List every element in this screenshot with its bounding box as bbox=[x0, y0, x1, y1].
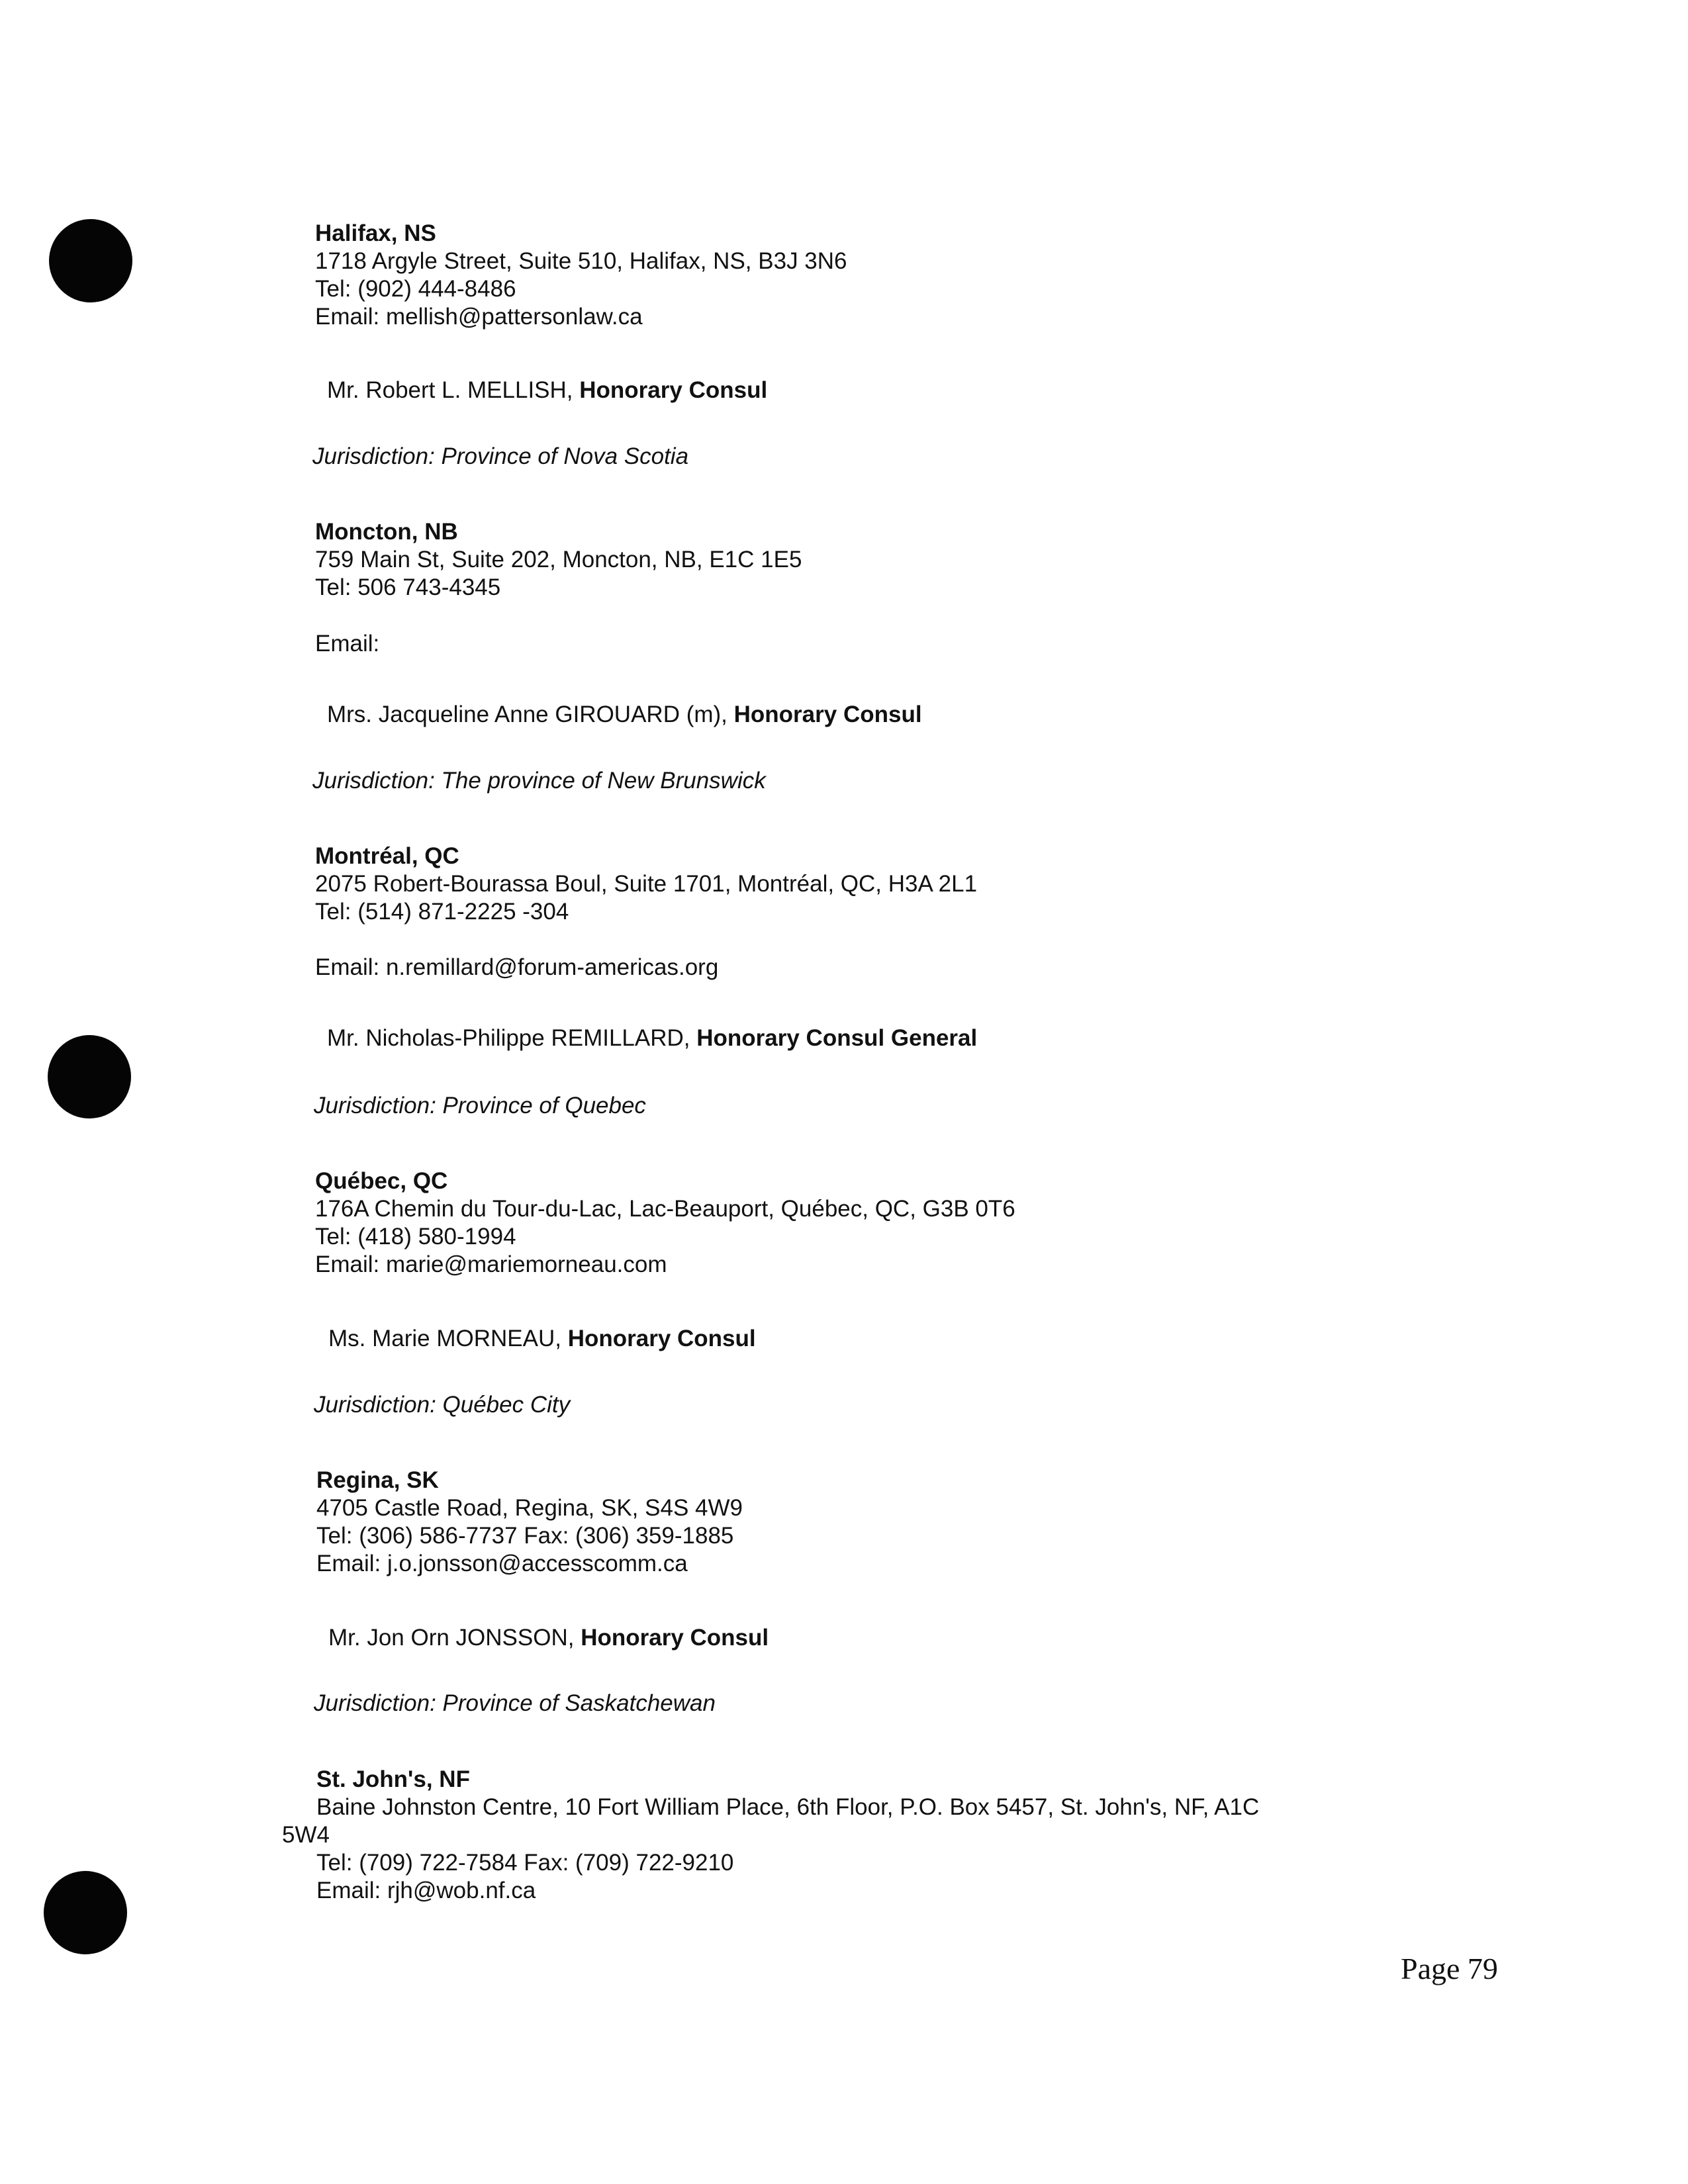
entry-person-line bbox=[328, 1624, 769, 1652]
entry-person: Mrs. Jacqueline Anne GIROUARD (m), bbox=[327, 702, 727, 727]
entry-jurisdiction-line bbox=[314, 1391, 570, 1419]
jurisdiction-value: Province of Quebec bbox=[442, 1093, 646, 1118]
entry-city: Moncton, NB bbox=[315, 519, 458, 545]
entry-person: Mr. Nicholas-Philippe REMILLARD, bbox=[327, 1025, 690, 1051]
entry-title: Honorary Consul bbox=[567, 1326, 756, 1351]
jurisdiction-label: Jurisdiction: bbox=[314, 1093, 436, 1118]
page-number: Page 79 bbox=[1401, 1952, 1498, 1985]
entry-city: Québec, QC bbox=[315, 1168, 448, 1194]
jurisdiction-value: The province of New Brunswick bbox=[441, 768, 766, 794]
entry-jurisdiction-line bbox=[312, 443, 688, 471]
jurisdiction-label: Jurisdiction: bbox=[312, 443, 435, 469]
entry-jurisdiction-line bbox=[312, 767, 766, 795]
entry-title: Honorary Consul bbox=[579, 377, 768, 403]
entry-email: Email: rjh@wob.nf.ca bbox=[316, 1878, 536, 1903]
entry-jurisdiction-line bbox=[314, 1690, 716, 1717]
entry-tel: Tel: 506 743-4345 bbox=[315, 574, 501, 600]
punch-hole-top bbox=[49, 219, 132, 302]
jurisdiction-value: Province of Saskatchewan bbox=[442, 1690, 716, 1716]
entry-email: Email: j.o.jonsson@accesscomm.ca bbox=[316, 1551, 688, 1576]
entry-city: Montréal, QC bbox=[315, 843, 459, 869]
entry-person-line bbox=[327, 701, 922, 729]
entry-city: Halifax, NS bbox=[315, 220, 436, 246]
entry-address-continued: 5W4 bbox=[282, 1822, 330, 1848]
entry-email: Email: n.remillard@forum-americas.org bbox=[315, 954, 719, 980]
entry-person-line bbox=[328, 1325, 756, 1353]
entry-person: Mr. Jon Orn JONSSON, bbox=[328, 1625, 575, 1651]
punch-hole-bottom bbox=[44, 1871, 127, 1954]
entry-email: Email: mellish@pattersonlaw.ca bbox=[315, 304, 643, 330]
punch-hole-middle bbox=[48, 1035, 131, 1118]
entry-tel: Tel: (709) 722-7584 Fax: (709) 722-9210 bbox=[316, 1850, 734, 1876]
entry-person-line bbox=[327, 377, 767, 404]
jurisdiction-label: Jurisdiction: bbox=[314, 1690, 436, 1716]
jurisdiction-label: Jurisdiction: bbox=[312, 768, 435, 794]
entry-tel: Tel: (306) 586-7737 Fax: (306) 359-1885 bbox=[316, 1523, 734, 1549]
entry-address: 759 Main St, Suite 202, Moncton, NB, E1C 1E5 bbox=[315, 547, 802, 572]
entry-title: Honorary Consul General bbox=[696, 1025, 978, 1051]
entry-person: Mr. Robert L. MELLISH, bbox=[327, 377, 573, 403]
jurisdiction-value: Province of Nova Scotia bbox=[441, 443, 689, 469]
entry-city: St. John's, NF bbox=[316, 1766, 470, 1792]
entry-tel: Tel: (418) 580-1994 bbox=[315, 1224, 516, 1250]
jurisdiction-value: Québec City bbox=[442, 1392, 571, 1418]
entry-tel: Tel: (514) 871-2225 -304 bbox=[315, 899, 569, 925]
entry-jurisdiction-line bbox=[314, 1092, 646, 1120]
entry-email: Email: bbox=[315, 631, 380, 657]
entry-address: 176A Chemin du Tour-du-Lac, Lac-Beauport, Québec, QC, G3B 0T6 bbox=[315, 1196, 1015, 1222]
entry-address: Baine Johnston Centre, 10 Fort William Place, 6th Floor, P.O. Box 5457, St. John's, NF, A1C bbox=[316, 1794, 1260, 1820]
entry-tel: Tel: (902) 444-8486 bbox=[315, 276, 516, 302]
entry-address: 2075 Robert-Bourassa Boul, Suite 1701, Montréal, QC, H3A 2L1 bbox=[315, 871, 978, 897]
jurisdiction-label: Jurisdiction: bbox=[314, 1392, 436, 1418]
entry-address: 1718 Argyle Street, Suite 510, Halifax, NS, B3J 3N6 bbox=[315, 248, 847, 274]
entry-title: Honorary Consul bbox=[733, 702, 922, 727]
entry-person-line bbox=[327, 1024, 977, 1052]
entry-email: Email: marie@mariemorneau.com bbox=[315, 1251, 667, 1277]
entry-address: 4705 Castle Road, Regina, SK, S4S 4W9 bbox=[316, 1495, 743, 1521]
entry-person: Ms. Marie MORNEAU, bbox=[328, 1326, 561, 1351]
entry-city: Regina, SK bbox=[316, 1467, 439, 1493]
entry-title: Honorary Consul bbox=[581, 1625, 769, 1651]
